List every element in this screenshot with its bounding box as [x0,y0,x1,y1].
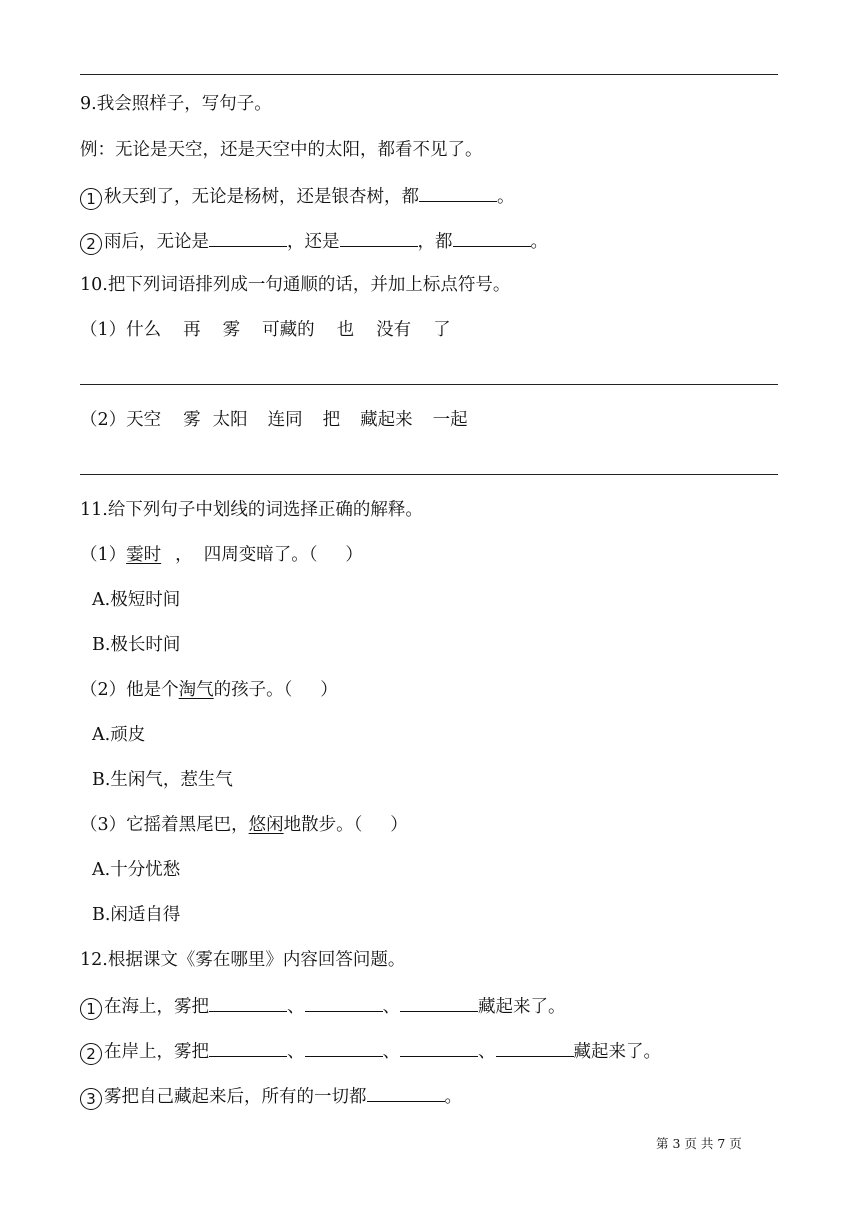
word: 了 [433,320,451,340]
word: 可藏的 [262,320,315,340]
word: 太阳 [212,410,248,430]
q11-s3-label: （3） [80,815,127,835]
circled-number-2: 2 [80,233,102,255]
word: 也 [336,320,355,340]
separator: 、 [478,1042,496,1062]
q11-s2-rest: 的孩子。（ ） [213,680,338,700]
q12-i2-end: 藏起来了。 [573,1042,661,1062]
underlined-word: 悠闲 [248,815,284,835]
answer-blank[interactable] [305,1038,383,1057]
answer-blank[interactable] [400,993,478,1012]
separator: 、 [382,997,400,1017]
q12-i3-pre: 雾把自己藏起来后，所有的一切都 [104,1087,367,1107]
word: 什么 [126,320,162,340]
answer-line[interactable] [80,474,778,475]
q11-s2-pre: 他是个 [126,680,179,700]
word: 再 [183,320,201,340]
answer-blank[interactable] [496,1038,574,1057]
answer-blank[interactable] [209,993,287,1012]
q9-item-1-end: 。 [497,187,515,207]
separator: 、 [287,997,305,1017]
q12-i2-pre: 在岸上，雾把 [104,1042,209,1062]
q12-i3-end: 。 [444,1087,462,1107]
circled-number-2: 2 [80,1043,102,1065]
q10-sub-2-label: （2） [80,410,127,430]
q9-item-2-end: 。 [530,232,548,252]
q11-sentence-3 [80,813,408,837]
word: 雾 [222,320,241,340]
answer-blank[interactable] [305,993,383,1012]
top-rule [80,74,778,75]
word: 天空 [126,410,162,430]
answer-line[interactable] [80,384,778,385]
option-a[interactable]: A.极短时间 [92,590,181,610]
q12-i1-pre: 在海上，雾把 [104,997,209,1017]
q11-s2-label: （2） [80,680,127,700]
separator: 、 [287,1042,305,1062]
q11-s3-pre: 它摇着黑尾巴， [126,815,249,835]
q11-sentence-1 [80,543,363,567]
q12-item-1 [80,993,566,1020]
q12-item-2 [80,1038,661,1065]
answer-blank[interactable] [367,1083,445,1102]
q9-example: 例：无论是天空，还是天空中的太阳，都看不见了。 [80,140,483,160]
word: 一起 [432,410,468,430]
q12-item-3 [80,1083,462,1110]
answer-blank[interactable] [419,183,497,202]
q9-title: 9.我会照样子，写句子。 [80,94,272,114]
q10-sub-1-label: （1） [80,320,127,340]
q11-s1-label: （1） [80,545,127,565]
separator: 、 [382,1042,400,1062]
q11-sentence-2 [80,678,338,702]
q10-sub-2 [80,408,468,432]
q12-i1-end: 藏起来了。 [478,997,566,1017]
answer-blank[interactable] [453,228,531,247]
circled-number-1: 1 [80,188,102,210]
q9-item-1 [80,183,515,210]
answer-blank[interactable] [340,228,418,247]
word: 藏起来 [360,410,413,430]
q9-item-2-text-b: ，还是 [287,232,340,252]
option-b[interactable]: B.闲适自得 [92,905,181,925]
word: 连同 [267,410,303,430]
word: 把 [322,410,341,430]
answer-blank[interactable] [209,228,287,247]
q9-item-2-text-c: ，都 [417,232,453,252]
q10-title: 10.把下列词语排列成一句通顺的话，并加上标点符号。 [80,275,511,295]
q10-sub-1 [80,318,451,342]
underlined-word: 霎时 [126,545,162,565]
underlined-word: 淘气 [178,680,214,700]
answer-blank[interactable] [400,1038,478,1057]
option-a[interactable]: A.十分忧愁 [92,860,181,880]
q9-item-1-text: 秋天到了，无论是杨树，还是银杏树，都 [104,187,419,207]
word: 没有 [376,320,412,340]
q11-title: 11.给下列句子中划线的词选择正确的解释。 [80,500,423,520]
q11-s3-rest: 地散步。（ ） [283,815,408,835]
page-footer: 第 3 页 共 7 页 [656,1136,742,1151]
circled-number-1: 1 [80,998,102,1020]
option-a[interactable]: A.顽皮 [92,725,146,745]
answer-blank[interactable] [209,1038,287,1057]
q12-title: 12.根据课文《雾在哪里》内容回答问题。 [80,950,406,970]
q11-s1-rest: ， 四周变暗了。（ ） [175,545,363,565]
circled-number-3: 3 [80,1088,102,1110]
q9-item-2 [80,228,548,255]
q9-item-2-text-a: 雨后，无论是 [104,232,209,252]
option-b[interactable]: B.生闲气，惹生气 [92,770,233,790]
word: 雾 [183,410,201,430]
option-b[interactable]: B.极长时间 [92,635,181,655]
